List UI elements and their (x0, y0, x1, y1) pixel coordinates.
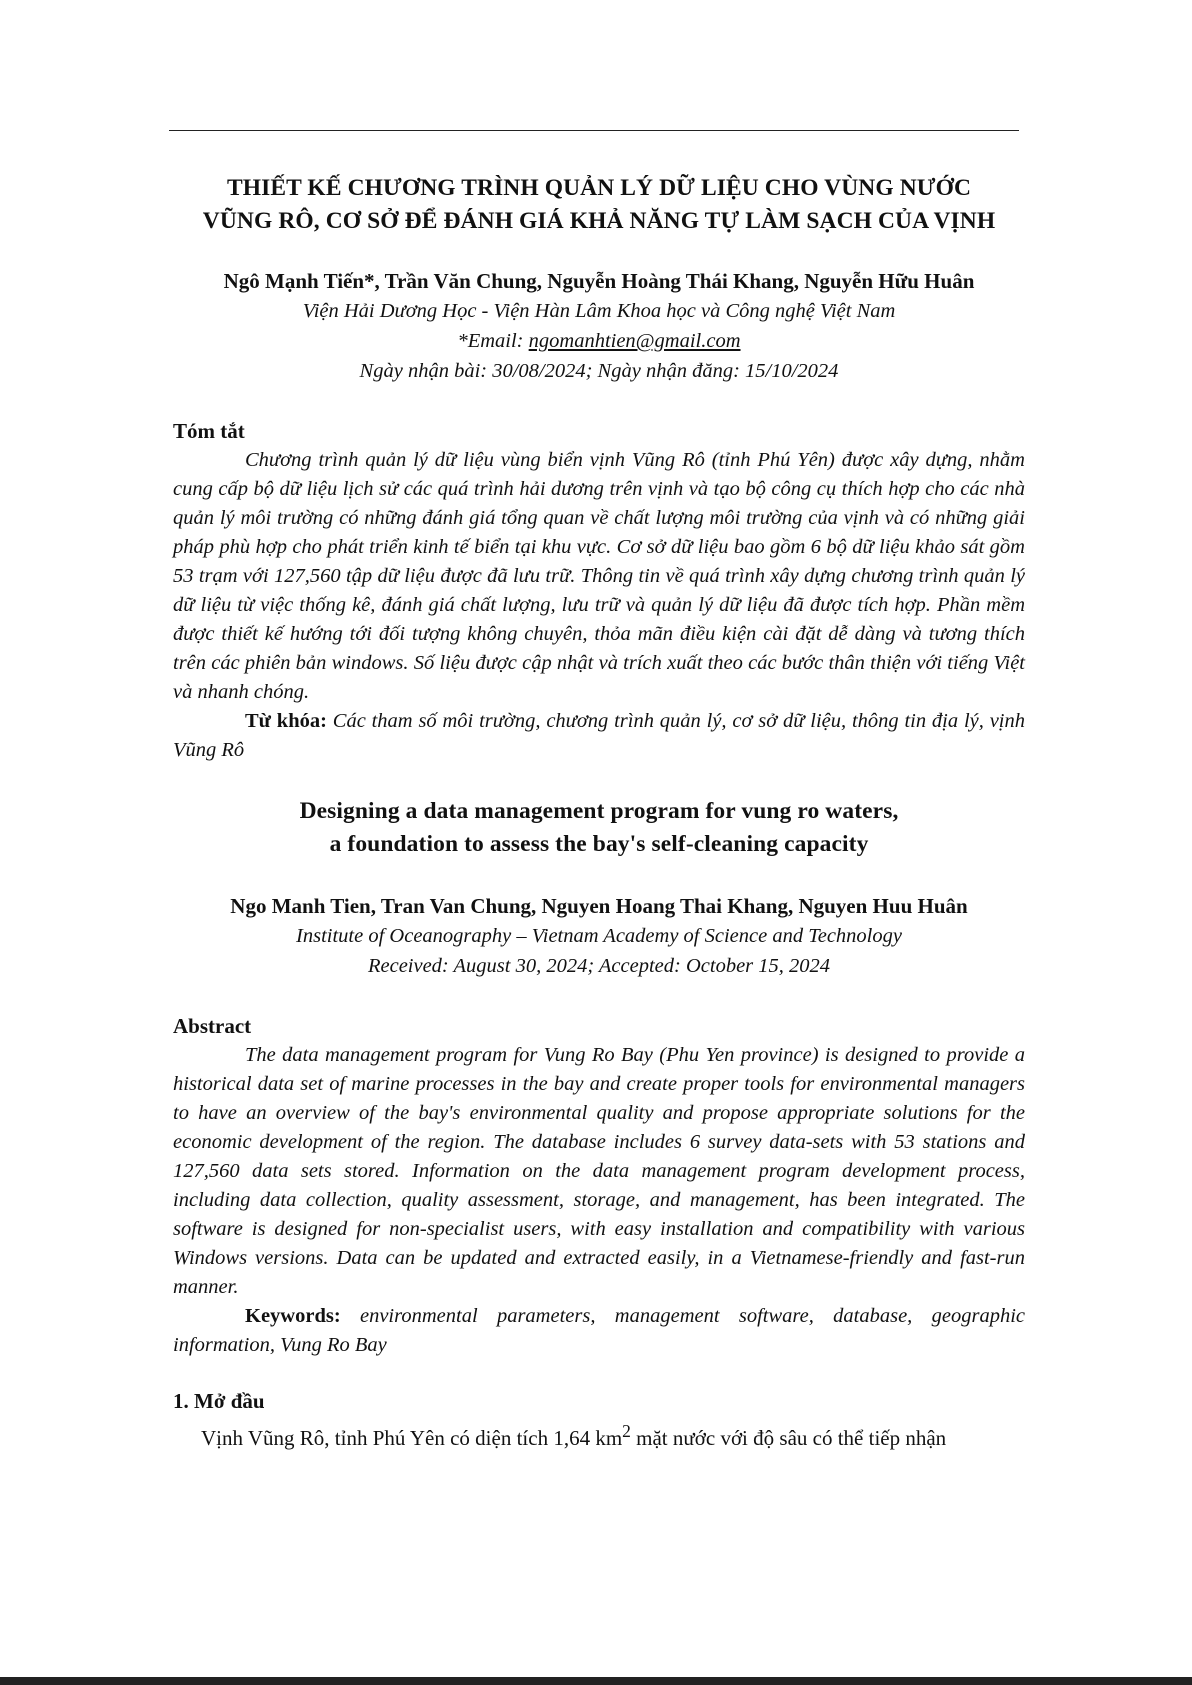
vi-keywords-label: Từ khóa: (245, 710, 327, 732)
intro-heading: 1. Mở đầu (173, 1389, 265, 1413)
vi-dates: Ngày nhận bài: 30/08/2024; Ngày nhận đăng: 15/10/2024 (359, 360, 839, 382)
vi-abstract: Chương trình quản lý dữ liệu vùng biển vịnh Vũng Rô (tỉnh Phú Yên) được xây dựng, nhằm cung cấp bộ dữ liệu lịch sử các quá trình hải dương trên vịnh và tạo bộ công cụ thích hợp cho các nhà quản lý môi trường có những đánh giá tổng quan về chất lượng môi trường của vịnh và có những giải pháp phù hợp cho phát triển kinh tế biển tại khu vực. Cơ sở dữ liệu bao gồm 6 bộ dữ liệu khảo sát gồm 53 trạm với 127,560 tập dữ liệu được đã lưu trữ. Thông tin về quá trình xây dựng chương trình quản lý dữ liệu từ việc thống kê, đánh giá chất lượng, lưu trữ và quản lý dữ liệu đã được tích hợp. Phần mềm được thiết kế hướng tới đối tượng không chuyên, thỏa mãn điều kiện cài đặt dễ dàng và tương thích trên các phiên bản windows. Số liệu được cập nhật và trích xuất theo các bước thân thiện với tiếng Việt và nhanh chóng. (173, 449, 1025, 703)
en-keywords-text: environmental parameters, management software, database, geographic information, Vung Ro Bay (173, 1305, 1026, 1356)
vi-affiliation: Viện Hải Dương Học - Viện Hàn Lâm Khoa học và Công nghệ Việt Nam (302, 300, 896, 322)
vi-email-line (173, 326, 1025, 356)
vi-title (173, 172, 1025, 238)
vi-keywords (173, 707, 1025, 765)
en-affiliation: Institute of Oceanography – Vietnam Academy of Science and Technology (296, 925, 902, 947)
en-title-line-2: a foundation to assess the bay's self-cleaning capacity (329, 831, 869, 857)
intro-superscript: 2 (622, 1421, 631, 1441)
vi-authors: Ngô Mạnh Tiến*, Trần Văn Chung, Nguyễn Hoàng Thái Khang, Nguyễn Hữu Huân (223, 269, 975, 293)
footer-band (0, 1677, 1192, 1685)
vi-abstract-heading: Tóm tắt (173, 419, 245, 443)
intro-text-1: Vịnh Vũng Rô, tỉnh Phú Yên có diện tích 1,64 km (201, 1426, 623, 1450)
intro-paragraph (173, 1416, 1025, 1453)
en-authors: Ngo Manh Tien, Tran Van Chung, Nguyen Hoang Thai Khang, Nguyen Huu Huân (230, 894, 968, 918)
email-label: *Email: (457, 330, 529, 352)
en-dates: Received: August 30, 2024; Accepted: October 15, 2024 (367, 955, 831, 977)
en-title (173, 795, 1025, 861)
vi-title-line-1: THIẾT KẾ CHƯƠNG TRÌNH QUẢN LÝ DỮ LIỆU CHO VÙNG NƯỚC (226, 175, 972, 201)
header-rule (169, 130, 1019, 131)
en-keywords (173, 1302, 1025, 1360)
en-title-line-1: Designing a data management program for vung ro waters, (299, 798, 899, 824)
en-keywords-label: Keywords: (245, 1305, 341, 1327)
vi-keywords-text: Các tham số môi trường, chương trình quản lý, cơ sở dữ liệu, thông tin địa lý, vịnh Vũng Rô (173, 710, 1025, 761)
intro-text-2: mặt nước với độ sâu có thể tiếp nhận (630, 1426, 947, 1450)
en-abstract-heading: Abstract (173, 1014, 252, 1038)
vi-title-line-2: VŨNG RÔ, CƠ SỞ ĐỂ ĐÁNH GIÁ KHẢ NĂNG TỰ LÀM SẠCH CỦA VỊNH (202, 208, 996, 234)
en-abstract: The data management program for Vung Ro Bay (Phu Yen province) is designed to provide a historical data set of marine processes in the bay and create proper tools for environmental managers to have an overview of the bay's environmental quality and propose appropriate solutions for the economic development of the region. The database includes 6 survey data-sets with 53 stations and 127,560 data sets stored. Information on the data management program development process, including data collection, quality assessment, storage, and management, has been integrated. The software is designed for non-specialist users, with easy installation and compatibility with various Windows versions. Data can be updated and extracted easily, in a Vietnamese-friendly and fast-run manner. (173, 1044, 1025, 1298)
paper-page (173, 172, 1025, 1453)
email-link[interactable]: ngomanhtien@gmail.com (528, 330, 741, 352)
